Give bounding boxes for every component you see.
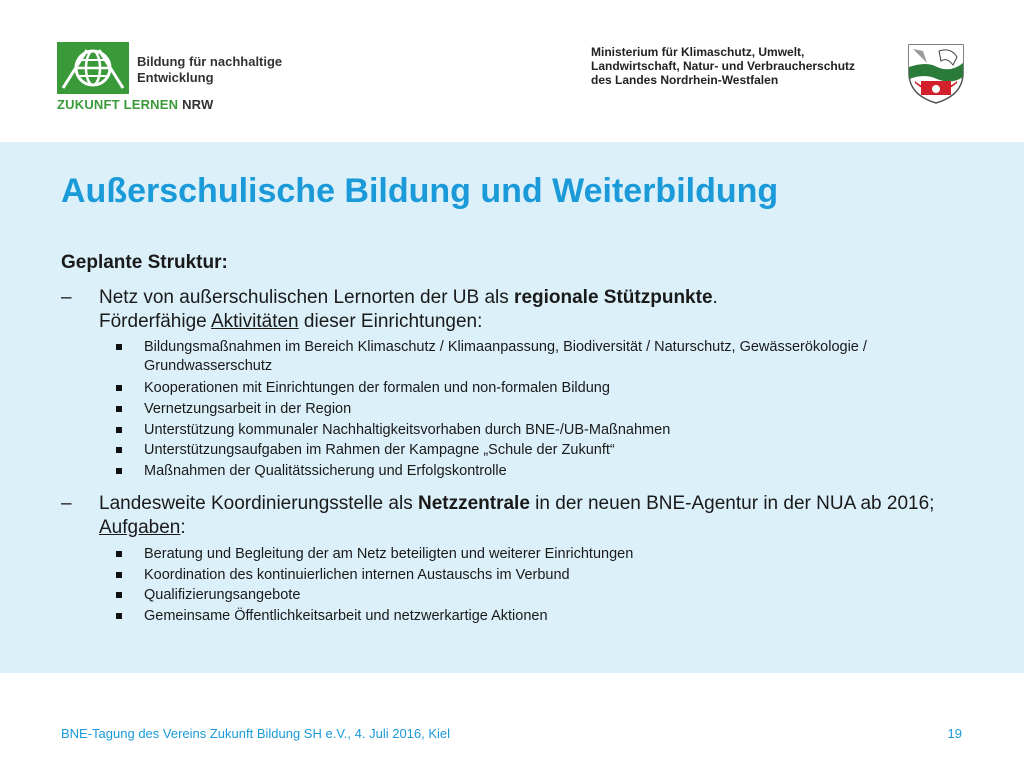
bullet-1-bold: regionale Stützpunkte — [514, 287, 713, 308]
bullet-2-part2: in der neuen BNE-Agentur in der NUA ab 2016; — [529, 493, 935, 514]
sub-bullet-text: Bildungsmaßnahmen im Bereich Klimaschutz / Klimaanpassung, Biodiversität / Naturschutz, Gewässerökologie / Grundwasserschutz — [144, 339, 867, 374]
bullet-dash: – — [61, 287, 72, 308]
logo-text — [137, 54, 307, 86]
ministry-line3: des Landes Nordrhein-Westfalen — [591, 73, 779, 87]
sub-bullet-text: Unterstützung kommunaler Nachhaltigkeitsvorhaben durch BNE-/UB-Maßnahmen — [144, 422, 671, 438]
square-bullet-icon — [116, 613, 122, 619]
square-bullet-icon — [116, 572, 122, 578]
square-bullet-icon — [116, 468, 122, 474]
bne-logo — [57, 42, 297, 116]
square-bullet-icon — [116, 406, 122, 412]
sub-bullet-text: Kooperationen mit Einrichtungen der formalen und non-formalen Bildung — [144, 380, 610, 396]
sub-bullet-text: Unterstützungsaufgaben im Rahmen der Kampagne „Schule der Zukunft“ — [144, 442, 615, 458]
ministry-name — [591, 45, 891, 87]
bullet-1-part1: Netz von außerschulischen Lernorten der UB als — [99, 287, 515, 308]
square-bullet-icon — [116, 447, 122, 453]
logo-subline-green: ZUKUNFT LERNEN — [57, 97, 179, 112]
logo-text-line1: Bildung für nachhaltige — [137, 54, 283, 69]
bullet-2-part1: Landesweite Koordinierungsstelle als — [99, 493, 418, 514]
logo-text-line2: Entwicklung — [137, 70, 214, 85]
bullet-1-part3: Förderfähige — [99, 311, 211, 332]
globe-logo-icon — [57, 42, 129, 94]
logo-subline — [57, 97, 213, 112]
bullet-2-part3: : — [180, 517, 186, 538]
sub-bullet-text: Gemeinsame Öffentlichkeitsarbeit und netzwerkartige Aktionen — [144, 608, 548, 624]
sub-bullet-text: Maßnahmen der Qualitätssicherung und Erfolgskontrolle — [144, 463, 507, 479]
ministry-line2: Landwirtschaft, Natur- und Verbraucherschutz — [591, 59, 856, 73]
slide-header — [0, 0, 1024, 142]
sub-bullet-text: Qualifizierungsangebote — [144, 587, 301, 603]
main-bullet-2-text — [99, 492, 959, 540]
square-bullet-icon — [116, 344, 122, 350]
bullet-1-part2: . — [712, 287, 718, 308]
square-bullet-icon — [116, 427, 122, 433]
bullet-1-underlined: Aktivitäten — [210, 311, 299, 332]
footer-event: BNE-Tagung des Vereins Zukunft Bildung SH e.V., 4. Juli 2016, Kiel — [61, 726, 451, 741]
nrw-crest-icon — [907, 43, 965, 105]
square-bullet-icon — [116, 385, 122, 391]
bullet-dash: – — [61, 493, 72, 514]
slide-subtitle: Geplante Struktur: — [61, 252, 228, 273]
ministry-line1: Ministerium für Klimaschutz, Umwelt, — [591, 45, 805, 59]
bullet-2-underlined: Aufgaben — [99, 517, 181, 538]
bullet-2-bold: Netzzentrale — [417, 493, 530, 514]
sub-bullet-text: Beratung und Begleitung der am Netz beteiligten und weiterer Einrichtungen — [144, 546, 634, 562]
square-bullet-icon — [116, 551, 122, 557]
sub-bullet-text: Vernetzungsarbeit in der Region — [144, 401, 352, 417]
square-bullet-icon — [116, 592, 122, 598]
page-number: 19 — [947, 726, 962, 741]
sub-bullet-text: Koordination des kontinuierlichen internen Austauschs im Verbund — [144, 567, 570, 583]
content-area — [0, 142, 1024, 673]
main-bullet-1-text — [99, 286, 959, 334]
logo-subline-nrw: NRW — [182, 97, 214, 112]
slide-title: Außerschulische Bildung und Weiterbildung — [61, 172, 779, 210]
bullet-1-part4: dieser Einrichtungen: — [298, 311, 483, 332]
